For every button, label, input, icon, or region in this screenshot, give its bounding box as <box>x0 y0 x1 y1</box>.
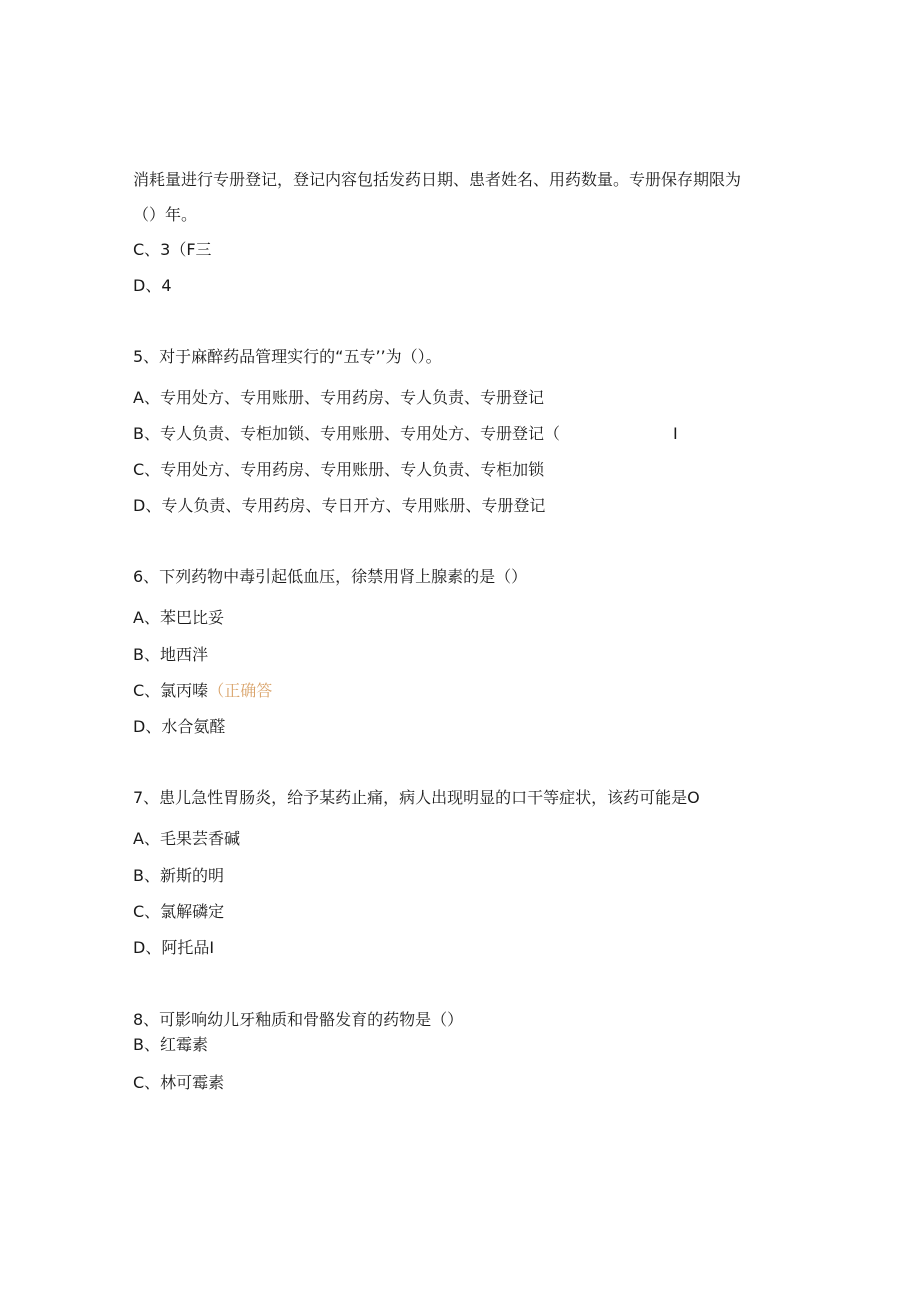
q4-stem-line1: 消耗量进行专册登记，登记内容包括发药日期、患者姓名、用药数量。专册保存期限为 <box>133 170 742 189</box>
q8-option-c: C、林可霉素 <box>133 1073 225 1092</box>
q6-option-c <box>133 681 272 701</box>
q6-stem: 6、下列药物中毒引起低血压，徐禁用肾上腺素的是（） <box>133 567 528 586</box>
q6-option-b: B、地西泮 <box>133 645 208 664</box>
q8-option-b: B、红霉素 <box>133 1035 208 1054</box>
q5-option-b-mark: I <box>673 424 678 443</box>
q5-option-b: B、专人负责、专柜加锁、专用账册、专用处方、专册登记（ <box>133 424 560 443</box>
q6-option-a: A、苯巴比妥 <box>133 608 224 627</box>
q7-option-c: C、氯解磷定 <box>133 902 225 921</box>
q6-option-d: D、水合氨醛 <box>133 717 226 736</box>
q5-option-c: C、专用处方、专用药房、专用账册、专人负责、专柜加锁 <box>133 460 545 479</box>
q7-option-a: A、毛果芸香碱 <box>133 829 240 848</box>
q7-option-b: B、新斯的明 <box>133 866 224 885</box>
q7-option-d: D、阿托品I <box>133 938 215 957</box>
q6-option-c-text: C、氯丙嗪 <box>133 681 209 700</box>
q4-stem-line2: （）年。 <box>133 205 198 224</box>
q7-stem: 7、患儿急性胃肠炎，给予某药止痛，病人出现明显的口干等症状，该药可能是O <box>133 788 700 807</box>
q5-stem: 5、对于麻醉药品管理实行的“五专’’为（）。 <box>133 347 442 366</box>
q5-option-d: D、专人负责、专用药房、专日开方、专用账册、专册登记 <box>133 496 546 515</box>
q5-option-a: A、专用处方、专用账册、专用药房、专人负责、专册登记 <box>133 388 544 407</box>
q8-stem: 8、可影响幼儿牙釉质和骨骼发育的药物是（） <box>133 1010 464 1029</box>
q4-option-d: D、4 <box>133 276 172 295</box>
q4-option-c: C、3（F三 <box>133 240 212 259</box>
q6-answer-note: （正确答 <box>208 681 273 700</box>
